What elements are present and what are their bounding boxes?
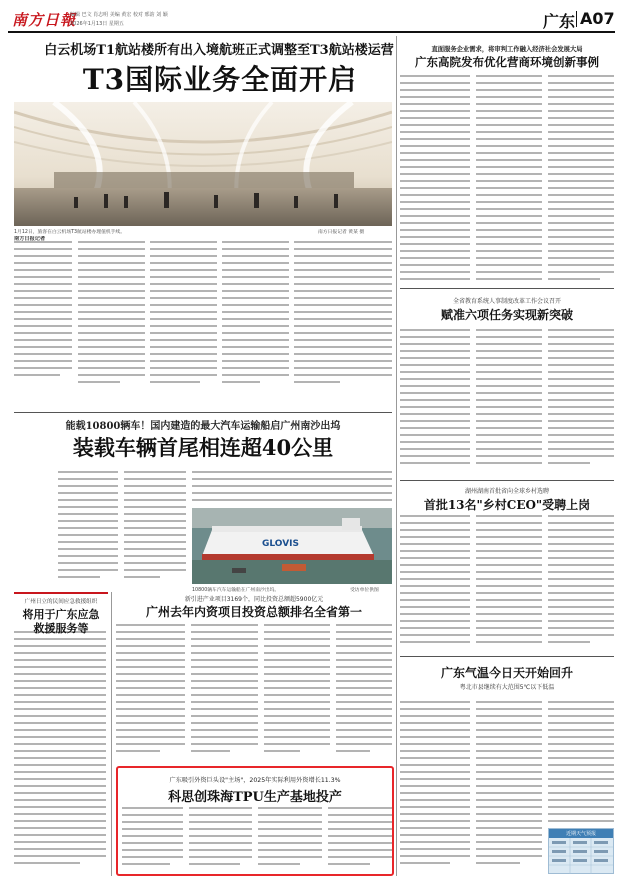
masthead-meta-1: 编辑 巴文 肖志明 美编 黄宏 校对 邢韵 刘 颖 (70, 12, 168, 18)
masthead-meta-2: 2026年1月13日 星期五 (70, 21, 124, 27)
emergency-kicker: 广州日立的民间应急救援组织 (24, 599, 98, 605)
page-number: A07 (580, 9, 615, 28)
car-photo-caption: 10800辆车汽车运输船在广州南沙出坞。 (192, 588, 280, 593)
weather-kicker: 粤北市县继续有大范围5℃以下低温 (459, 684, 555, 691)
weather-forecast-box (548, 828, 614, 874)
car-photo (192, 508, 392, 584)
enterprise-headline: 广东高院发布优化营商环境创新事例 (415, 55, 599, 69)
education-kicker: 全省教育系统人事制度改革工作会议召开 (452, 298, 561, 305)
education-headline: 赋准六项任务实现新突破 (440, 308, 573, 322)
car-left-photo-block (14, 466, 54, 576)
car-headline: 装载车辆首尾相连超40公里 (72, 435, 334, 460)
weather-forecast-grid (549, 838, 613, 874)
ceo-headline: 首批13名"乡村CEO"受聘上岗 (423, 498, 591, 512)
emergency-headline-1: 将用于广东应急 (22, 608, 100, 621)
investment-kicker: 新引进产业项目3169个，同比投资总额超5900亿元 (184, 596, 324, 603)
airport-photo-credit: 南方日报记者 黄某 摄 (318, 230, 365, 235)
car-photo-credit: 受访单位供图 (350, 588, 379, 593)
tpu-headline: 科思创珠海TPU生产基地投产 (168, 790, 342, 805)
investment-headline: 广州去年内资项目投资总额排名全省第一 (145, 605, 362, 619)
weather-forecast-title: 近期天气预报 (549, 829, 613, 838)
ceo-kicker: 湖州湖南首批省向全球乡村选聘 (464, 488, 549, 495)
section-name: 广东 (543, 12, 576, 31)
main-column-divider (396, 36, 397, 876)
airport-byline: 南方日报记者 (14, 236, 46, 242)
airport-headline: T3国际业务全面开启 (82, 63, 358, 96)
masthead-logo: 南方日報 (12, 11, 77, 29)
emergency-top-rule (14, 592, 108, 594)
emergency-divider (111, 592, 112, 876)
car-kicker: 能载10800辆车！国内建造的最大汽车运输船启广州南沙出坞 (65, 421, 341, 432)
tpu-kicker: 广东吸引外资巨头设"主场"，2025年实际利用外资增长11.3% (169, 777, 341, 784)
airport-photo-caption: 1月12日，旅客在白云机场T3航站楼办理值机手续。 (14, 230, 126, 235)
weather-top-rule (400, 656, 614, 657)
airport-kicker: 白云机场T1航站楼所有出入境航班正式调整至T3航站楼运营 (44, 43, 394, 58)
emergency-headline-2: 救援服务等 (33, 622, 89, 635)
car-carrier-image (192, 508, 392, 584)
ship-name-text: GLOVIS (262, 539, 300, 549)
weather-headline: 广东气温今日天开始回升 (440, 666, 573, 680)
enterprise-kicker: 直面服务企业需求，将审判工作融入经济社会发展大局 (431, 46, 583, 53)
car-top-rule (14, 412, 392, 413)
enterprise-bottom-rule (400, 288, 614, 289)
ceo-top-rule (400, 480, 614, 481)
